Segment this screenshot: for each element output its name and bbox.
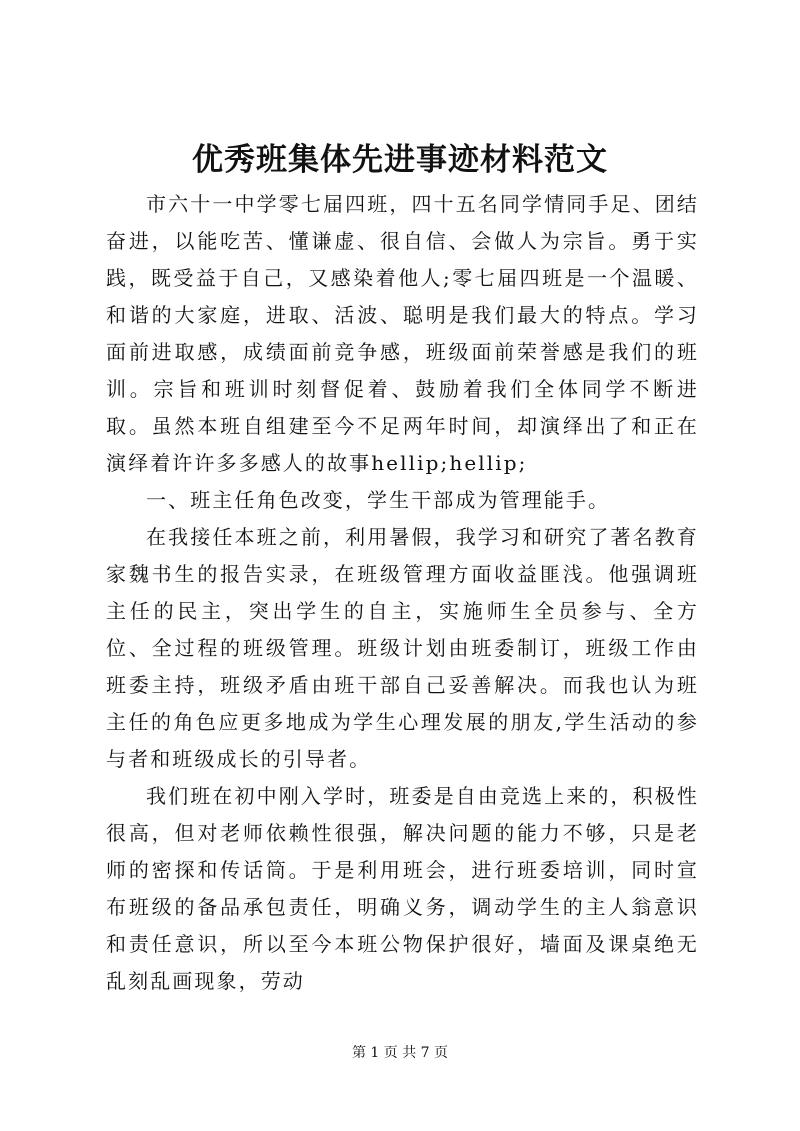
- paragraph-intro: 市六十一中学零七届四班，四十五名同学情同手足、团结奋进，以能吃苦、懂谦虚、很自信、会做人为宗旨。勇于实践，既受益于自己，又感染着他人;零七届四班是一个温暖、和谐的大家庭，进取、活波、聪明是我们最大的特点。学习面前进取感，成绩面前竞争感，班级面前荣誉感是我们的班训。宗旨和班训时刻督促着、鼓励着我们全体同学不断进取。虽然本班自组建至今不足两年时间，却演绎出了和正在演绎着许许多多感人的故事hellip;hellip;: [106, 192, 699, 475]
- paragraph-class-committee: 我们班在初中刚入学时，班委是自由竞选上来的，积极性很高，但对老师依赖性很强，解决问题的能力不够，只是老师的密探和传话筒。于是利用班会，进行班委培训，同时宣布班级的备品承包责任，明确义务，调动学生的主人翁意识和责任意识，所以至今本班公物保护很好，墙面及课桌绝无乱刻乱画现象，劳动: [106, 784, 699, 993]
- page-footer: 第 1 页 共 7 页: [351, 1045, 449, 1061]
- paragraph-section-heading: 一、班主任角色改变，学生干部成为管理能手。: [146, 488, 611, 512]
- document-title: 优秀班集体先进事迹材料范文: [192, 142, 608, 178]
- document-body: [106, 186, 699, 1000]
- paragraph-management: 在我接任本班之前，利用暑假，我学习和研究了著名教育家魏书生的报告实录，在班级管理方面收益匪浅。他强调班主任的民主，突出学生的自主，实施师生全员参与、全方位、全过程的班级管理。班级计划由班委制订，班级工作由班委主持，班级矛盾由班干部自己妥善解决。而我也认为班主任的角色应更多地成为学生心理发展的朋友,学生活动的参与者和班级成长的引导者。: [106, 525, 699, 771]
